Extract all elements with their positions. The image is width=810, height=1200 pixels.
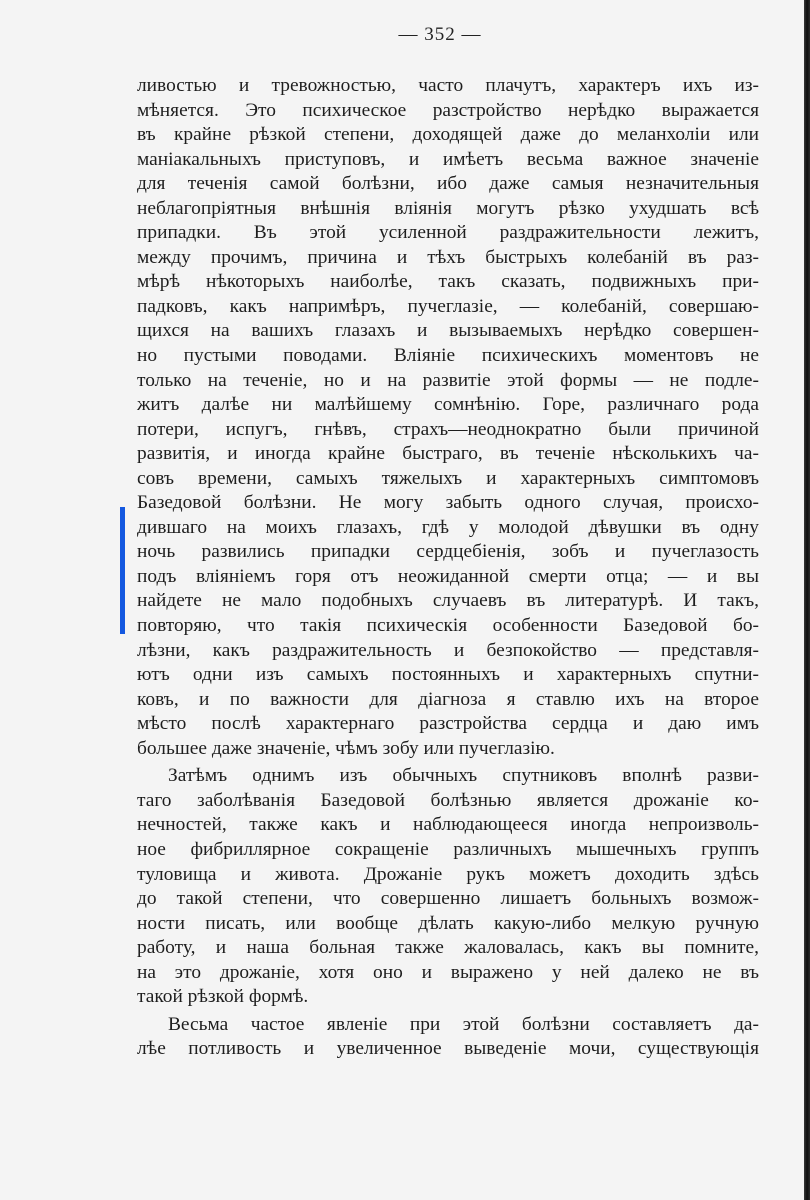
text-line: большее даже значеніе, чѣмъ зобу или пучеглазію. — [137, 737, 555, 759]
page-edge-border — [804, 0, 810, 1200]
text-line: Весьма частое явленіе при этой болѣзни составляетъ да- — [168, 1013, 759, 1035]
text-line: для теченія самой болѣзни, ибо даже самыя незначительныя — [137, 173, 759, 195]
highlight-bar — [120, 507, 125, 634]
highlighted-text-line: подъ вліяніемъ горя отъ неожиданной смерти отца; — и вы — [137, 565, 759, 587]
text-line: неблагопріятныя внѣшнія вліянія могутъ рѣзко ухудшать всѣ — [137, 197, 759, 219]
text-line: мѣсто послѣ характернаго разстройства сердца и даю имъ — [137, 713, 759, 735]
text-line: падковъ, какъ напримѣръ, пучеглазіе, — колебаній, совершаю- — [137, 295, 759, 317]
text-line: между прочимъ, причина и тѣхъ быстрыхъ колебаній въ раз- — [137, 246, 759, 268]
paragraph-2 — [137, 764, 759, 1009]
text-line: туловища и живота. Дрожаніе рукъ можетъ доходить здѣсь — [137, 863, 759, 885]
highlighted-text-line: дившаго на моихъ глазахъ, гдѣ у молодой дѣвушки въ одну — [137, 516, 759, 538]
text-line: только на теченіе, но и на развитіе этой формы — не подле- — [137, 369, 759, 391]
text-line: мѣрѣ нѣкоторыхъ наиболѣе, такъ сказать, подвижныхъ при- — [137, 271, 759, 293]
text-line: такой рѣзкой формѣ. — [137, 986, 309, 1008]
text-line: на это дрожаніе, хотя оно и выражено у ней далеко не въ — [137, 961, 759, 983]
text-line: до такой степени, что совершенно лишаетъ больныхъ возмож- — [137, 888, 759, 910]
page-number: — 352 — — [398, 24, 482, 45]
text-line: Затѣмъ однимъ изъ обычныхъ спутниковъ вполнѣ разви- — [168, 765, 759, 787]
text-line: ное фибриллярное сокращеніе различныхъ мышечныхъ группъ — [137, 838, 759, 860]
text-line: припадки. Въ этой усиленной раздражительности лежитъ, — [137, 222, 759, 244]
paragraph-3 — [137, 1013, 759, 1062]
text-line: нечностей, также какъ и наблюдающееся иногда непроизволь- — [137, 814, 759, 836]
text-line: щихся на вашихъ глазахъ и вызываемыхъ нерѣдко совершен- — [137, 320, 759, 342]
text-line: совъ времени, самыхъ тяжелыхъ и характерныхъ симптомовъ — [137, 467, 759, 489]
text-line: лѣзни, какъ раздражительность и безпокойство — представля- — [137, 639, 759, 661]
text-line: но пустыми поводами. Вліяніе психическихъ моментовъ не — [137, 345, 759, 367]
highlighted-text-line: Базедовой болѣзни. Не могу забыть одного случая, происхо- — [137, 492, 759, 514]
text-line: потери, испугъ, гнѣвъ, страхъ—неоднократно были причиной — [137, 418, 759, 440]
text-line: развитія, и иногда крайне быстраго, въ теченіе нѣсколькихъ ча- — [137, 443, 759, 465]
highlighted-text-line: найдете не мало подобныхъ случаевъ въ литературѣ. И такъ, — [137, 590, 759, 612]
text-line: ковъ, и по важности для діагноза я ставлю ихъ на второе — [137, 688, 759, 710]
text-line: лѣе потливость и увеличенное выведеніе мочи, существующія — [137, 1038, 759, 1060]
text-line: маніакальныхъ приступовъ, и имѣетъ весьма важное значеніе — [137, 148, 759, 170]
text-line: ливостью и тревожностью, часто плачутъ, характеръ ихъ из- — [137, 75, 759, 96]
text-line: работу, и наша больная также жаловалась, какъ вы помните, — [137, 937, 759, 959]
text-line: ютъ одни изъ самыхъ постоянныхъ и характерныхъ спутни- — [137, 664, 759, 686]
text-line: ности писать, или вообще дѣлать какую-либо мелкую ручную — [137, 912, 759, 934]
text-line: мѣняется. Это психическое разстройство нерѣдко выражается — [137, 99, 759, 121]
text-line: житъ далѣе ни малѣйшему сомнѣнію. Горе, различнаго рода — [137, 394, 759, 416]
text-line: въ крайне рѣзкой степени, доходящей даже до меланхоліи или — [137, 124, 759, 146]
text-line: повторяю, что такія психическія особенности Базедовой бо- — [137, 615, 759, 637]
paragraph-1 — [137, 74, 759, 761]
body-text — [137, 74, 759, 1062]
highlighted-text-line: ночь развились припадки сердцебіенія, зобъ и пучеглазость — [137, 541, 759, 563]
text-line: таго заболѣванія Базедовой болѣзнью является дрожаніе ко- — [137, 789, 759, 811]
